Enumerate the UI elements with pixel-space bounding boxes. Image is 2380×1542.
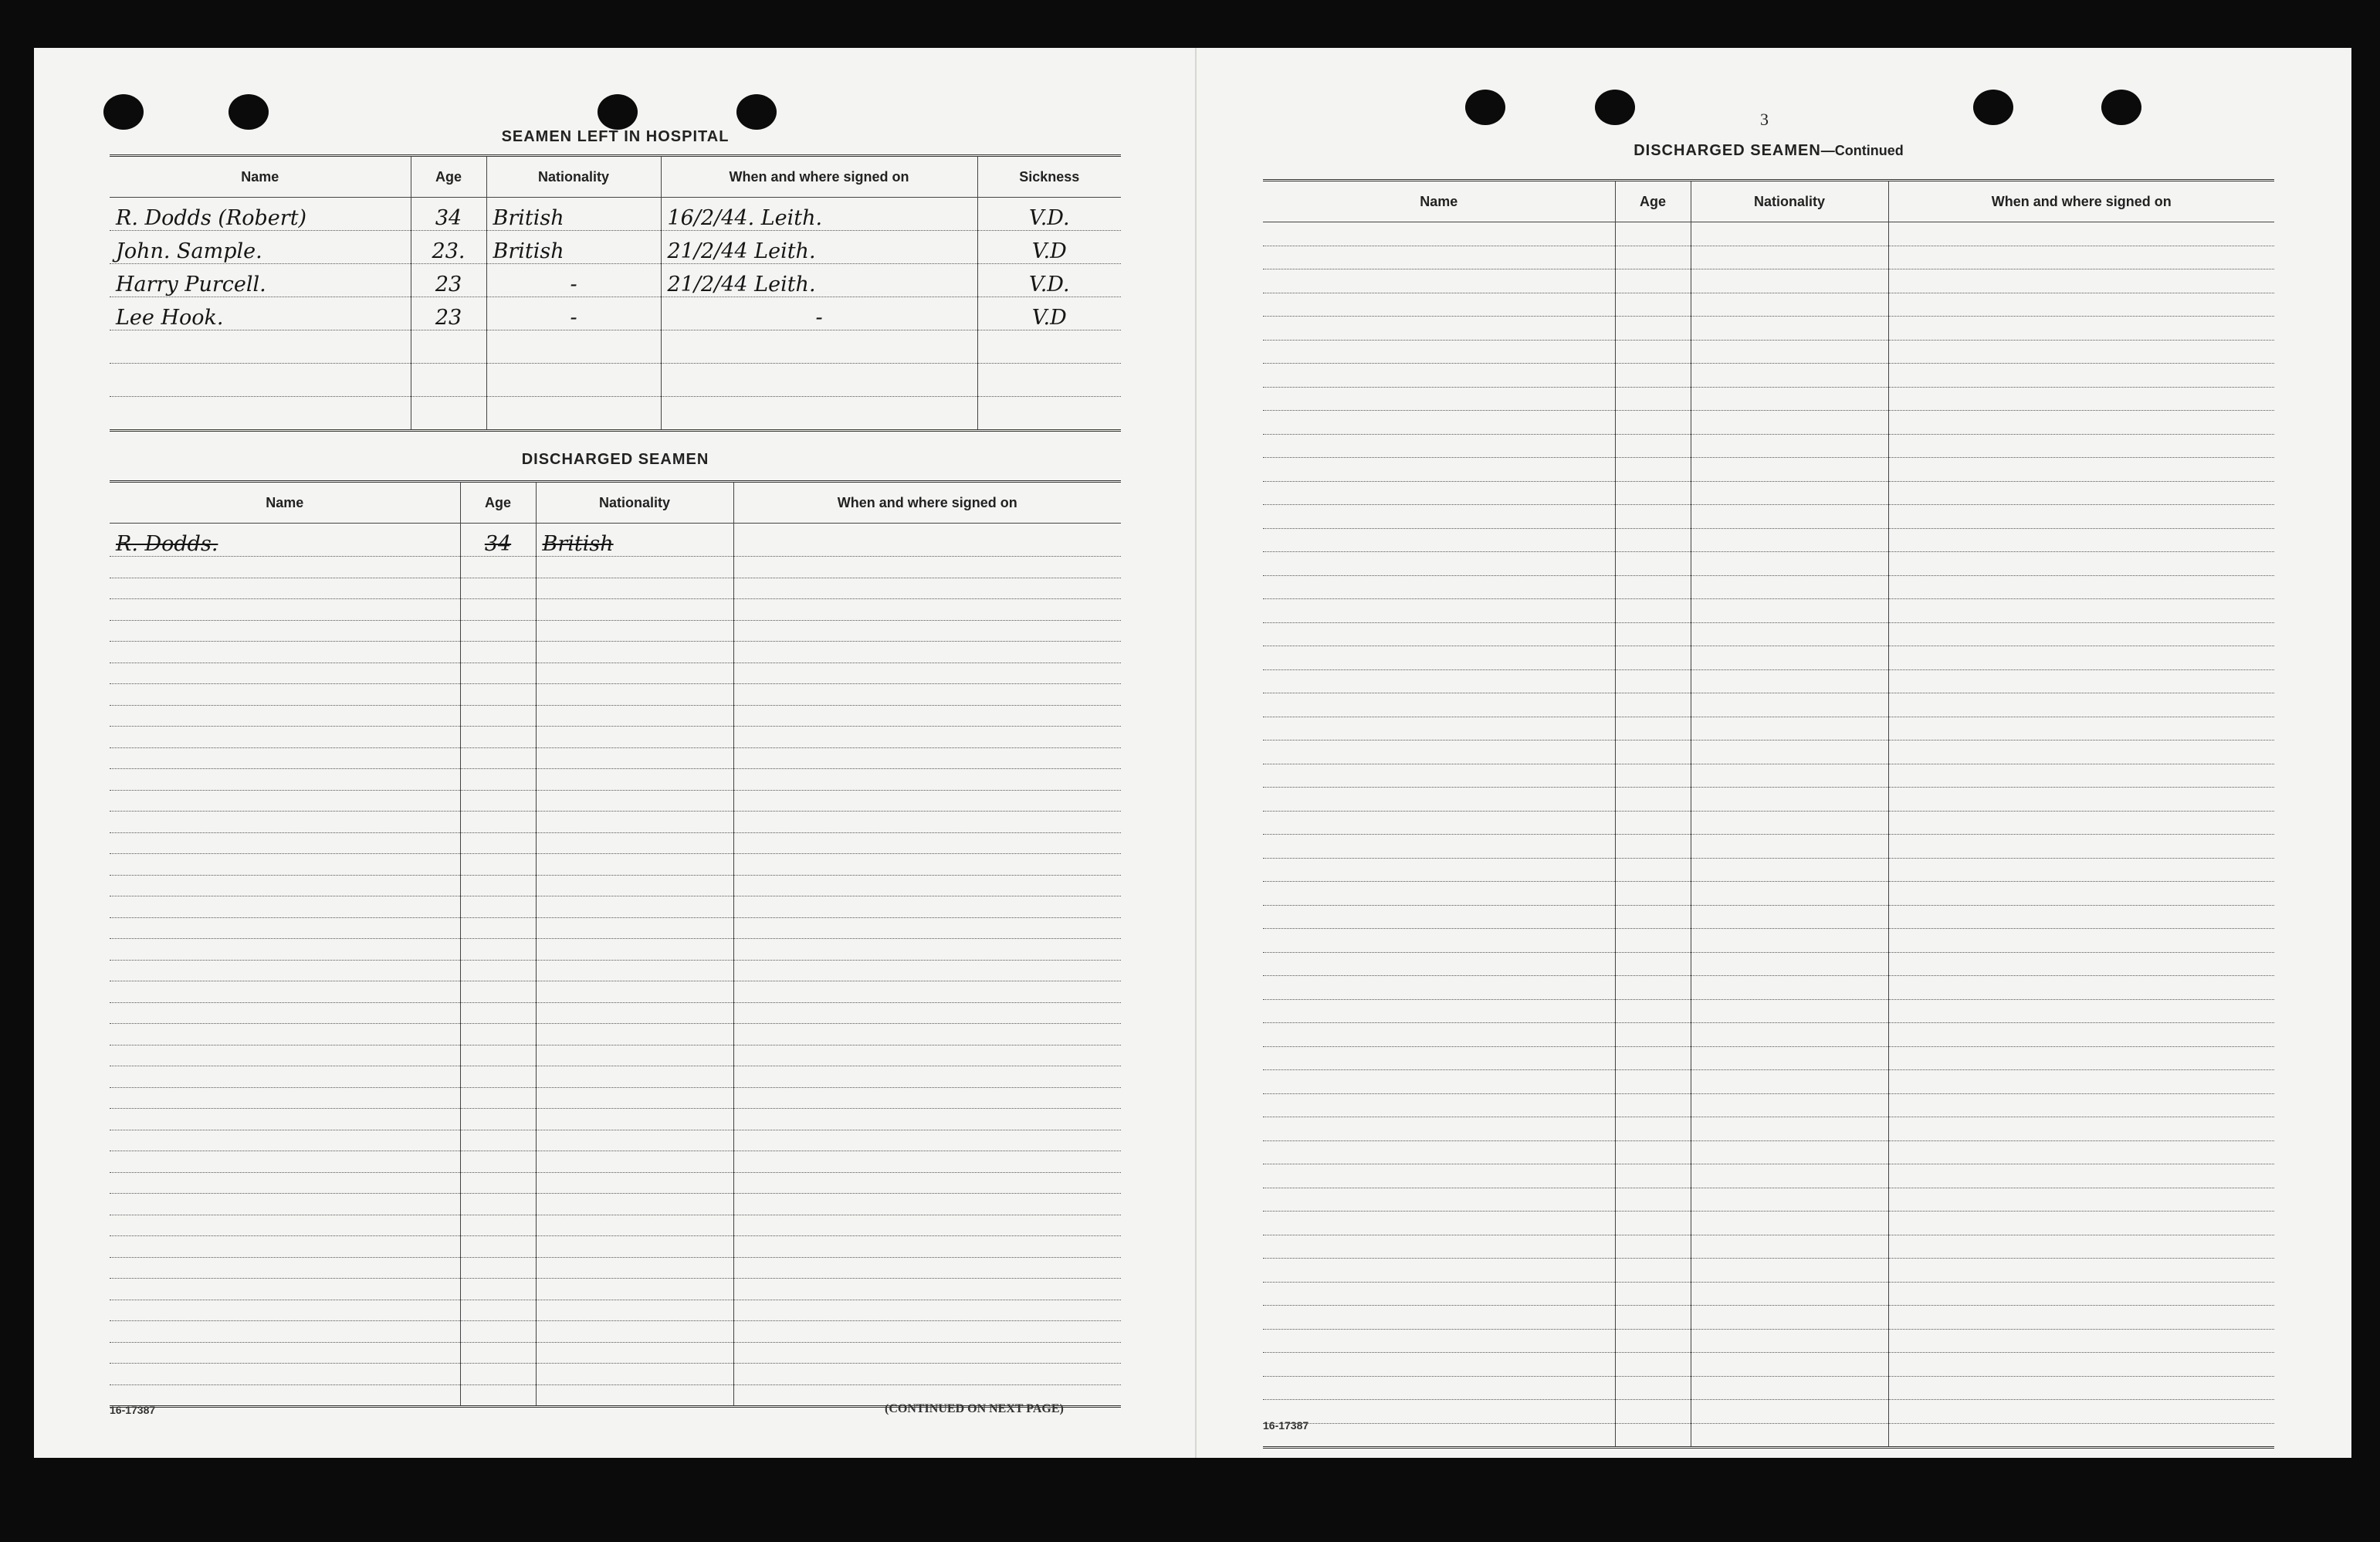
table-row [110, 917, 1121, 939]
seaman-nationality: British [486, 231, 661, 264]
seaman-name: Harry Purcell. [110, 264, 411, 297]
page-fold [1195, 48, 1197, 1458]
seaman-age: 23. [411, 231, 486, 264]
header-name: Name [1263, 181, 1615, 222]
table-row [1263, 811, 2274, 835]
table-row [1263, 552, 2274, 576]
table-row [110, 1151, 1121, 1173]
table-row [1263, 882, 2274, 906]
table-row [1263, 1376, 2274, 1400]
table-row [110, 939, 1121, 961]
header-signed-on: When and where signed on [661, 156, 977, 198]
header-age: Age [1615, 181, 1691, 222]
table-row [1263, 340, 2274, 364]
table-row [110, 663, 1121, 684]
table-row [110, 981, 1121, 1003]
table-row [1263, 222, 2274, 246]
table-row [1263, 622, 2274, 646]
table-row [1263, 364, 2274, 388]
header-age: Age [411, 156, 486, 198]
header-name: Name [110, 156, 411, 198]
table-row [110, 832, 1121, 854]
table-row [1263, 1188, 2274, 1212]
hospital-title: SEAMEN LEFT IN HOSPITAL [501, 128, 730, 145]
table-row [1263, 835, 2274, 859]
table-row [110, 769, 1121, 791]
table-row [1263, 1353, 2274, 1377]
seaman-signed-on: 16/2/44. Leith. [661, 198, 977, 231]
table-row [1263, 740, 2274, 764]
table-row [1263, 481, 2274, 505]
punch-hole [1465, 90, 1505, 125]
table-row [1263, 1046, 2274, 1070]
hospital-table [110, 154, 1121, 432]
table-row [1263, 929, 2274, 953]
form-code: 16-17387 [1263, 1419, 1309, 1432]
table-row [1263, 858, 2274, 882]
table-row [110, 1087, 1121, 1109]
seaman-name: Lee Hook. [110, 297, 411, 330]
table-row [1263, 999, 2274, 1023]
table-row [1263, 646, 2274, 670]
table-row [1263, 1164, 2274, 1188]
discharged-title: DISCHARGED SEAMEN [521, 451, 709, 468]
header-nationality: Nationality [1691, 181, 1888, 222]
table-row [110, 198, 1121, 231]
punch-hole [736, 94, 777, 130]
table-row [1263, 528, 2274, 552]
seaman-nationality: British [536, 524, 733, 557]
seaman-sickness: V.D [977, 297, 1121, 330]
table-row [1263, 788, 2274, 812]
table-row [110, 812, 1121, 833]
header-nationality: Nationality [536, 482, 733, 524]
seaman-signed-on [733, 524, 1121, 557]
table-row [110, 854, 1121, 876]
table-row [1263, 1070, 2274, 1094]
table-row [110, 1130, 1121, 1151]
table-row [110, 960, 1121, 981]
seaman-nationality: - [486, 297, 661, 330]
table-row [1263, 693, 2274, 717]
table-row [1263, 434, 2274, 458]
seaman-age: 34 [460, 524, 536, 557]
table-row [110, 297, 1121, 330]
form-code: 16-17387 [110, 1404, 156, 1416]
table-row [110, 1002, 1121, 1024]
seaman-age: 23 [411, 264, 486, 297]
table-row [110, 896, 1121, 918]
table-row [110, 1066, 1121, 1088]
discharged-continued-table [1263, 179, 2274, 1449]
punch-hole [2101, 90, 2141, 125]
table-row [110, 1364, 1121, 1385]
table-row [1263, 575, 2274, 599]
header-sickness: Sickness [977, 156, 1121, 198]
table-row [1263, 1306, 2274, 1330]
table-row [1263, 1117, 2274, 1141]
punch-hole [229, 94, 269, 130]
seaman-nationality: - [486, 264, 661, 297]
punch-hole [598, 94, 638, 130]
table-row [110, 599, 1121, 621]
header-age: Age [460, 482, 536, 524]
table-row [1263, 1140, 2274, 1164]
table-row [1263, 599, 2274, 623]
table-row [1263, 1423, 2274, 1448]
seaman-sickness: V.D. [977, 264, 1121, 297]
header-nationality: Nationality [486, 156, 661, 198]
table-row [110, 1342, 1121, 1364]
seaman-signed-on: 21/2/44 Leith. [661, 231, 977, 264]
table-row [110, 264, 1121, 297]
header-signed-on: When and where signed on [1888, 181, 2274, 222]
seaman-signed-on: - [661, 297, 977, 330]
table-row [110, 1109, 1121, 1130]
seaman-sickness: V.D. [977, 198, 1121, 231]
table-row [1263, 669, 2274, 693]
header-name: Name [110, 482, 460, 524]
table-row [1263, 1282, 2274, 1306]
table-row [1263, 411, 2274, 435]
table-row [1263, 1093, 2274, 1117]
table-row [110, 330, 1121, 364]
table-row [1263, 505, 2274, 529]
table-row [1263, 976, 2274, 1000]
table-row [1263, 293, 2274, 317]
table-row [110, 1236, 1121, 1258]
table-row [110, 557, 1121, 578]
table-row [110, 747, 1121, 769]
table-row [110, 1321, 1121, 1343]
table-row [1263, 952, 2274, 976]
seaman-signed-on: 21/2/44 Leith. [661, 264, 977, 297]
table-row [110, 1300, 1121, 1321]
table-row [1263, 717, 2274, 740]
table-row [110, 1024, 1121, 1046]
table-row [1263, 1023, 2274, 1047]
table-row [110, 684, 1121, 706]
table-row [110, 1215, 1121, 1236]
table-row [110, 790, 1121, 812]
punch-hole [1595, 90, 1635, 125]
table-row [110, 620, 1121, 642]
table-row [110, 397, 1121, 431]
seaman-nationality: British [486, 198, 661, 231]
table-row [1263, 764, 2274, 788]
header-signed-on: When and where signed on [733, 482, 1121, 524]
discharged-continued-title: DISCHARGED SEAMEN—Continued [1633, 142, 1904, 159]
page-number: 3 [1760, 110, 1769, 129]
seaman-name: R. Dodds. [110, 524, 460, 557]
continued-note: (CONTINUED ON NEXT PAGE) [885, 1402, 1064, 1415]
table-row [1263, 269, 2274, 293]
punch-hole [1973, 90, 2013, 125]
table-row [1263, 387, 2274, 411]
table-row [1263, 1259, 2274, 1283]
seaman-name: R. Dodds (Robert) [110, 198, 411, 231]
punch-hole [103, 94, 144, 130]
table-row [110, 231, 1121, 264]
table-row [1263, 905, 2274, 929]
seaman-name: John. Sample. [110, 231, 411, 264]
table-row [110, 875, 1121, 896]
table-row [110, 705, 1121, 727]
table-row [110, 1194, 1121, 1215]
seaman-sickness: V.D [977, 231, 1121, 264]
table-row [110, 727, 1121, 748]
table-row [1263, 1235, 2274, 1259]
table-row [110, 1279, 1121, 1300]
seaman-age: 34 [411, 198, 486, 231]
seaman-age: 23 [411, 297, 486, 330]
table-row [110, 1045, 1121, 1066]
table-row [1263, 317, 2274, 341]
table-row [1263, 458, 2274, 482]
table-row [110, 1172, 1121, 1194]
table-row [1263, 1212, 2274, 1235]
table-row [1263, 1400, 2274, 1424]
discharged-table [110, 480, 1121, 1408]
table-row [110, 642, 1121, 663]
table-row [110, 524, 1121, 557]
table-row [110, 578, 1121, 599]
table-row [110, 364, 1121, 397]
table-row [110, 1257, 1121, 1279]
table-row [1263, 1329, 2274, 1353]
table-row [1263, 246, 2274, 269]
